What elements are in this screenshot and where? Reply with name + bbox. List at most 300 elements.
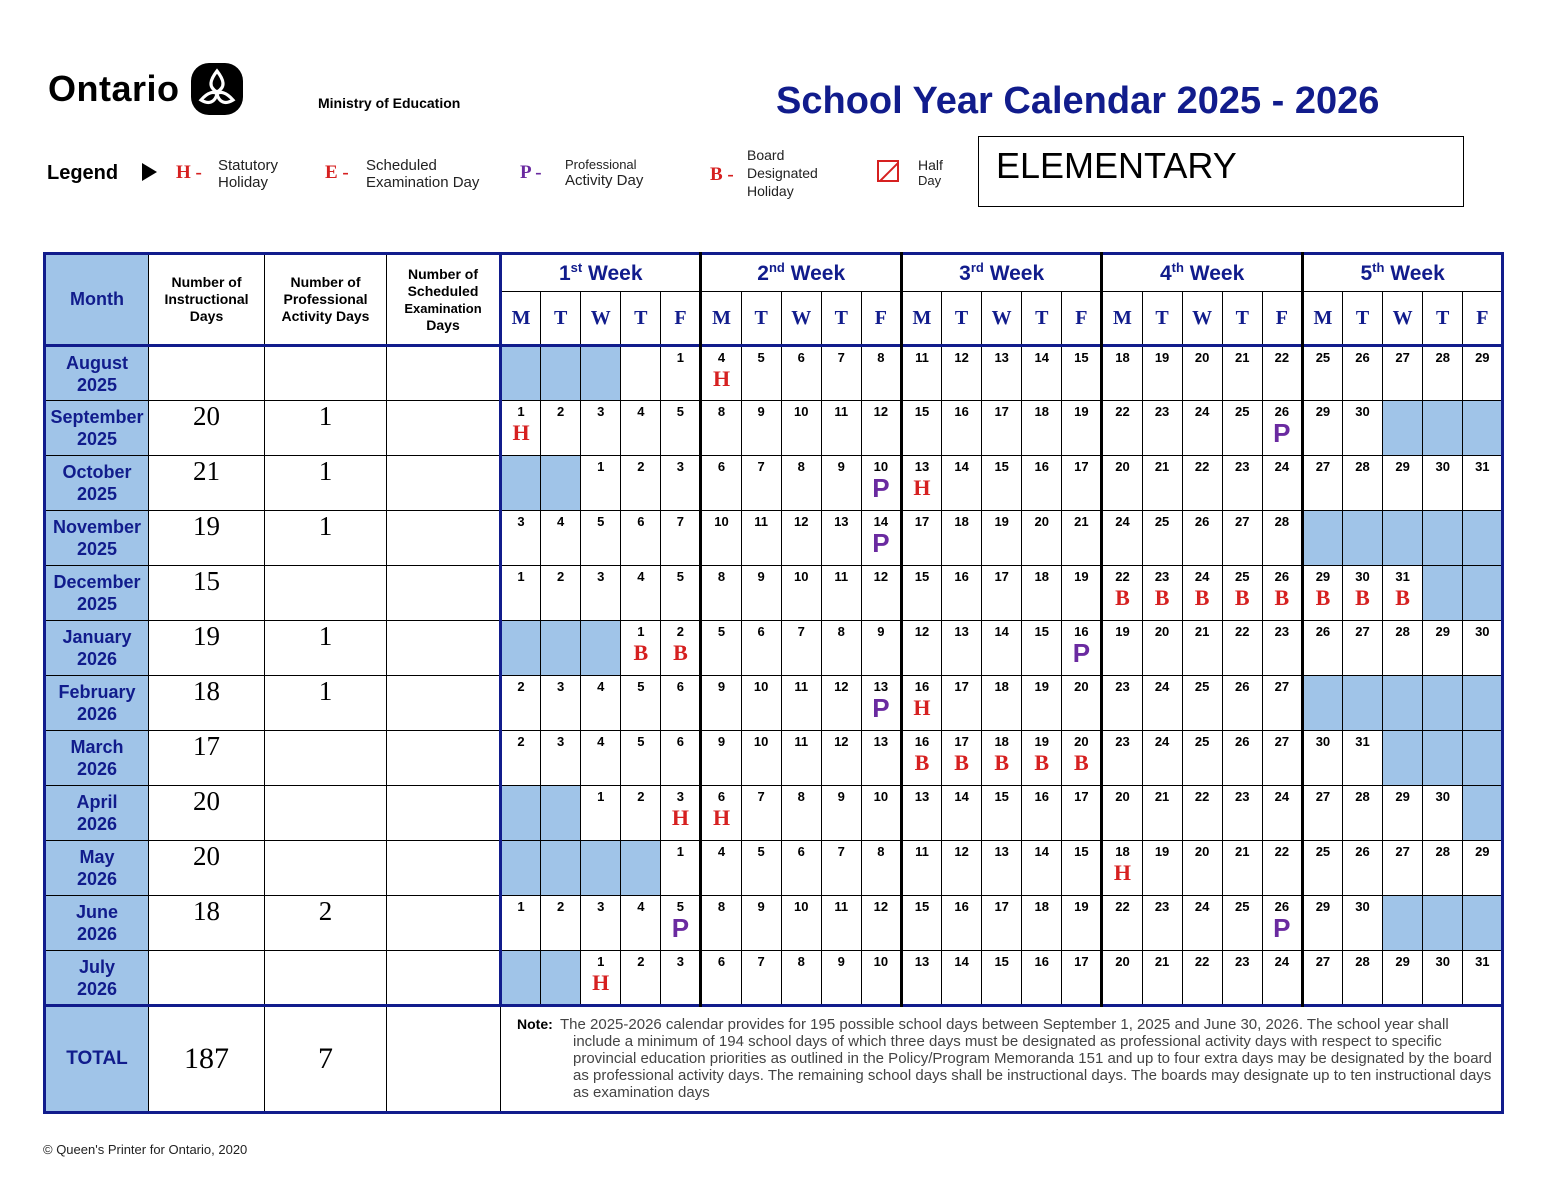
day-number: 24 — [1274, 954, 1290, 969]
day-number: 24 — [1274, 789, 1290, 804]
day-number: 17 — [1074, 789, 1089, 804]
day-cell — [661, 951, 701, 1006]
month-label: April 2026 — [45, 786, 149, 841]
day-number: 3 — [517, 514, 525, 529]
day-cell — [541, 566, 581, 621]
day-cell — [942, 456, 982, 511]
page-title: School Year Calendar 2025 - 2026 — [776, 80, 1380, 122]
day-code: H — [1113, 860, 1132, 885]
day-number: 4 — [597, 679, 605, 694]
no-day-cell — [1463, 731, 1503, 786]
day-number: 8 — [877, 844, 885, 859]
day-cell — [1383, 346, 1423, 401]
day-cell — [861, 896, 901, 951]
day-number: 6 — [717, 459, 726, 474]
exam-days-count — [387, 346, 501, 401]
legend-desc-p: Professional Activity Day — [565, 157, 644, 189]
no-day-cell — [1383, 731, 1423, 786]
day-cell — [861, 786, 901, 841]
day-number: 30 — [1435, 789, 1450, 804]
day-number: 26 — [1274, 899, 1290, 914]
day-number: 16 — [1034, 459, 1049, 474]
day-cell — [821, 841, 861, 896]
day-cell — [701, 346, 741, 401]
day-number: 20 — [1154, 624, 1170, 639]
day-cell — [1262, 456, 1302, 511]
day-cell — [581, 951, 621, 1006]
day-cell — [942, 896, 982, 951]
day-of-week-header: T — [1423, 292, 1463, 346]
exam-days-count — [387, 456, 501, 511]
day-number: 23 — [1235, 954, 1250, 969]
day-number: 13 — [914, 789, 930, 804]
no-day-cell — [1423, 566, 1463, 621]
day-number: 8 — [797, 789, 805, 804]
day-of-week-header: T — [741, 292, 781, 346]
day-number: 20 — [1074, 734, 1089, 749]
no-day-cell — [1302, 511, 1342, 566]
day-of-week-header: T — [942, 292, 982, 346]
day-number: 4 — [637, 899, 645, 914]
day-cell — [1262, 621, 1302, 676]
day-number: 29 — [1315, 899, 1331, 914]
day-number: 14 — [994, 624, 1009, 639]
day-code: B — [1074, 750, 1089, 775]
no-day-cell — [541, 621, 581, 676]
day-cell — [501, 676, 541, 731]
day-cell — [701, 951, 741, 1006]
day-number: 3 — [597, 569, 605, 584]
day-code: H — [592, 970, 610, 995]
exam-days-count — [387, 511, 501, 566]
day-number: 18 — [954, 514, 969, 529]
day-number: 14 — [1034, 844, 1049, 859]
day-number: 4 — [557, 514, 565, 529]
exam-days-count — [387, 841, 501, 896]
day-number: 26 — [1355, 844, 1370, 859]
day-number: 20 — [1115, 789, 1130, 804]
exam-days-header: Number of Scheduled Examination Days — [387, 254, 501, 346]
day-cell — [861, 951, 901, 1006]
no-day-cell — [1342, 676, 1382, 731]
day-number: 26 — [1274, 404, 1290, 419]
day-cell — [621, 951, 661, 1006]
day-cell — [1182, 511, 1222, 566]
day-number: 11 — [834, 899, 849, 914]
day-number: 21 — [1235, 350, 1250, 365]
day-cell — [901, 896, 941, 951]
day-of-week-header: F — [1262, 292, 1302, 346]
day-number: 24 — [1194, 899, 1210, 914]
no-day-cell — [501, 621, 541, 676]
day-cell — [781, 676, 821, 731]
no-day-cell — [581, 621, 621, 676]
day-cell — [861, 511, 901, 566]
day-cell — [861, 676, 901, 731]
instructional-days-count: 20 — [149, 841, 265, 896]
legend-desc-e: Scheduled Examination Day — [366, 157, 480, 191]
day-number: 3 — [597, 899, 605, 914]
day-number: 19 — [1074, 899, 1089, 914]
day-cell — [621, 621, 661, 676]
month-row — [45, 621, 1503, 676]
day-cell — [861, 731, 901, 786]
day-cell — [942, 566, 982, 621]
day-number: 5 — [637, 734, 645, 749]
calendar-table — [43, 252, 1504, 1114]
day-number: 22 — [1115, 899, 1130, 914]
day-number: 7 — [757, 789, 765, 804]
month-row — [45, 511, 1503, 566]
day-cell — [581, 511, 621, 566]
day-number: 27 — [1274, 679, 1290, 694]
day-cell — [1142, 841, 1182, 896]
no-day-cell — [541, 456, 581, 511]
day-number: 12 — [834, 679, 849, 694]
day-number: 27 — [1235, 514, 1250, 529]
professional-days-header: Number of Professional Activity Days — [265, 254, 387, 346]
week-2-header: 2nd Week — [701, 254, 901, 292]
day-number: 8 — [797, 459, 805, 474]
day-number: 13 — [954, 624, 969, 639]
day-number: 6 — [637, 514, 645, 529]
day-of-week-header: W — [982, 292, 1022, 346]
day-code: H — [712, 366, 731, 391]
day-cell — [1062, 621, 1102, 676]
day-code: B — [673, 640, 688, 665]
day-number: 1 — [676, 844, 685, 859]
day-cell — [1022, 676, 1062, 731]
day-cell — [781, 951, 821, 1006]
day-cell — [781, 731, 821, 786]
day-cell — [1142, 731, 1182, 786]
day-number: 8 — [837, 624, 845, 639]
day-cell — [1262, 511, 1302, 566]
day-number: 23 — [1154, 569, 1170, 584]
no-day-cell — [621, 841, 661, 896]
no-day-cell — [1423, 676, 1463, 731]
day-cell — [1102, 841, 1142, 896]
day-number: 18 — [1034, 569, 1049, 584]
day-number: 6 — [676, 734, 685, 749]
day-cell — [781, 456, 821, 511]
day-cell — [1423, 951, 1463, 1006]
day-number: 23 — [1235, 789, 1250, 804]
day-cell — [982, 676, 1022, 731]
day-number: 14 — [873, 514, 889, 529]
day-cell — [1142, 346, 1182, 401]
day-cell — [901, 621, 941, 676]
day-cell — [821, 566, 861, 621]
day-code: B — [1315, 585, 1331, 610]
exam-days-count — [387, 951, 501, 1006]
day-cell — [701, 676, 741, 731]
day-cell — [1182, 951, 1222, 1006]
day-cell — [741, 456, 781, 511]
day-number: 5 — [757, 844, 765, 859]
no-day-cell — [1383, 401, 1423, 456]
day-cell — [1022, 511, 1062, 566]
legend-code-e: E - — [325, 162, 349, 183]
day-number: 22 — [1194, 459, 1210, 474]
day-cell — [942, 731, 982, 786]
exam-days-count — [387, 676, 501, 731]
day-number: 4 — [637, 404, 645, 419]
day-code: B — [994, 750, 1010, 775]
day-number: 24 — [1274, 459, 1290, 474]
day-cell — [1262, 676, 1302, 731]
day-cell — [861, 841, 901, 896]
day-number: 10 — [793, 899, 809, 914]
day-number: 15 — [914, 899, 930, 914]
month-row — [45, 456, 1503, 511]
no-day-cell — [541, 841, 581, 896]
exam-days-count — [387, 731, 501, 786]
instructional-days-count: 20 — [149, 786, 265, 841]
day-number: 13 — [994, 350, 1009, 365]
day-cell — [581, 896, 621, 951]
day-number: 9 — [757, 404, 765, 419]
day-cell — [1062, 841, 1102, 896]
day-code: P — [1273, 913, 1291, 943]
copyright: © Queen's Printer for Ontario, 2020 — [43, 1142, 248, 1157]
day-cell — [581, 731, 621, 786]
ontario-logo — [48, 62, 244, 116]
day-cell — [1142, 786, 1182, 841]
day-of-week-header: W — [1383, 292, 1423, 346]
legend-code-h: H - — [176, 162, 202, 183]
day-number: 21 — [1235, 844, 1250, 859]
day-cell — [581, 786, 621, 841]
day-cell — [982, 346, 1022, 401]
no-day-cell — [501, 951, 541, 1006]
no-day-cell — [1423, 731, 1463, 786]
day-of-week-header: W — [781, 292, 821, 346]
month-label: July 2026 — [45, 951, 149, 1006]
day-cell — [661, 676, 701, 731]
no-day-cell — [1463, 896, 1503, 951]
month-column-header: Month — [45, 254, 149, 346]
day-cell — [741, 676, 781, 731]
day-cell — [1102, 786, 1142, 841]
day-cell — [901, 511, 941, 566]
day-cell — [1342, 401, 1382, 456]
day-number: 30 — [1315, 734, 1331, 749]
day-number: 2 — [517, 734, 525, 749]
day-number: 6 — [757, 624, 765, 639]
month-row — [45, 346, 1503, 401]
day-cell — [1262, 346, 1302, 401]
day-cell — [581, 401, 621, 456]
day-number: 15 — [1034, 624, 1049, 639]
day-cell — [942, 621, 982, 676]
day-number: 11 — [794, 734, 809, 749]
day-code: H — [712, 805, 731, 830]
day-cell — [1302, 841, 1342, 896]
day-cell — [741, 841, 781, 896]
day-cell — [741, 731, 781, 786]
day-number: 10 — [714, 514, 729, 529]
day-cell — [901, 951, 941, 1006]
day-cell — [1463, 456, 1503, 511]
exam-days-count — [387, 786, 501, 841]
day-number: 28 — [1435, 350, 1450, 365]
day-number: 16 — [914, 734, 930, 749]
day-number: 29 — [1395, 459, 1410, 474]
day-cell — [1423, 621, 1463, 676]
day-cell — [621, 676, 661, 731]
day-cell — [1262, 896, 1302, 951]
no-day-cell — [501, 346, 541, 401]
day-number: 26 — [1235, 679, 1250, 694]
day-code: P — [1072, 638, 1091, 668]
day-number: 7 — [757, 459, 765, 474]
day-cell — [821, 621, 861, 676]
day-number: 20 — [1074, 679, 1089, 694]
arrow-right-icon — [142, 163, 157, 181]
day-cell — [861, 456, 901, 511]
day-cell — [1182, 346, 1222, 401]
day-cell — [501, 511, 541, 566]
day-number: 11 — [834, 569, 849, 584]
day-cell — [861, 621, 901, 676]
day-cell — [701, 841, 741, 896]
day-cell — [1342, 786, 1382, 841]
day-number: 23 — [1274, 624, 1290, 639]
day-number: 29 — [1435, 624, 1450, 639]
day-number: 24 — [1154, 679, 1170, 694]
day-number: 16 — [954, 404, 969, 419]
day-cell — [1262, 731, 1302, 786]
day-cell — [581, 566, 621, 621]
day-number: 29 — [1315, 404, 1331, 419]
day-number: 18 — [1034, 404, 1049, 419]
day-cell — [661, 566, 701, 621]
day-cell — [821, 731, 861, 786]
day-cell — [1423, 456, 1463, 511]
day-code: B — [633, 640, 649, 665]
day-number: 14 — [954, 954, 969, 969]
day-cell — [741, 566, 781, 621]
day-number: 25 — [1194, 679, 1210, 694]
day-number: 2 — [637, 954, 645, 969]
day-cell — [942, 786, 982, 841]
day-code: P — [671, 913, 690, 943]
day-number: 25 — [1235, 569, 1250, 584]
month-row — [45, 786, 1503, 841]
day-number: 9 — [837, 954, 845, 969]
day-cell — [982, 786, 1022, 841]
day-number: 17 — [954, 734, 969, 749]
no-day-cell — [1463, 676, 1503, 731]
day-number: 8 — [877, 350, 885, 365]
day-of-week-header: T — [1222, 292, 1262, 346]
day-cell — [1022, 401, 1062, 456]
day-number: 9 — [717, 679, 726, 694]
day-number: 26 — [1315, 624, 1331, 639]
day-number: 16 — [914, 679, 930, 694]
day-number: 1 — [597, 789, 605, 804]
no-day-cell — [501, 841, 541, 896]
day-cell — [621, 896, 661, 951]
day-cell — [621, 511, 661, 566]
day-cell — [821, 896, 861, 951]
day-cell — [781, 401, 821, 456]
day-cell — [901, 346, 941, 401]
day-cell — [821, 786, 861, 841]
day-cell — [741, 951, 781, 1006]
day-code: H — [913, 695, 931, 720]
day-cell — [1022, 346, 1062, 401]
day-number: 16 — [1034, 789, 1049, 804]
day-cell — [1102, 621, 1142, 676]
day-cell — [942, 841, 982, 896]
day-of-week-header: T — [1142, 292, 1182, 346]
day-cell — [1062, 456, 1102, 511]
day-number: 18 — [994, 679, 1009, 694]
day-cell — [701, 786, 741, 841]
month-label: December 2025 — [45, 566, 149, 621]
day-code: P — [1273, 418, 1291, 448]
day-number: 18 — [1115, 350, 1130, 365]
day-cell — [1022, 456, 1062, 511]
day-of-week-header: W — [1182, 292, 1222, 346]
calendar-note — [517, 1016, 1497, 1101]
day-cell — [1262, 786, 1302, 841]
day-cell — [781, 786, 821, 841]
no-day-cell — [541, 786, 581, 841]
day-number: 2 — [517, 679, 525, 694]
day-number: 1 — [637, 624, 645, 639]
day-cell — [1142, 896, 1182, 951]
day-number: 11 — [834, 404, 849, 419]
no-day-cell — [1383, 896, 1423, 951]
day-number: 13 — [873, 734, 889, 749]
month-label: November 2025 — [45, 511, 149, 566]
month-label: September 2025 — [45, 401, 149, 456]
day-number: 1 — [517, 899, 525, 914]
day-number: 16 — [954, 899, 969, 914]
day-number: 27 — [1274, 734, 1290, 749]
no-day-cell — [1463, 566, 1503, 621]
day-number: 15 — [1074, 844, 1089, 859]
day-cell — [1302, 896, 1342, 951]
day-code: P — [872, 473, 890, 503]
day-number: 28 — [1274, 514, 1290, 529]
instructional-days-count: 19 — [149, 511, 265, 566]
professional-days-count: 1 — [265, 456, 387, 511]
day-cell — [1342, 566, 1382, 621]
instructional-days-header: Number of Instructional Days — [149, 254, 265, 346]
day-cell — [1142, 511, 1182, 566]
day-cell — [661, 896, 701, 951]
day-number: 13 — [914, 459, 930, 474]
day-number: 2 — [676, 624, 685, 639]
day-number: 9 — [837, 459, 845, 474]
instructional-days-count — [149, 346, 265, 401]
day-number: 12 — [834, 734, 849, 749]
day-cell — [1102, 951, 1142, 1006]
day-number: 15 — [914, 404, 930, 419]
day-number: 28 — [1355, 954, 1370, 969]
day-cell — [861, 401, 901, 456]
day-number: 17 — [954, 679, 969, 694]
day-number: 25 — [1315, 350, 1331, 365]
week-4-header: 4th Week — [1102, 254, 1302, 292]
day-number: 31 — [1355, 734, 1370, 749]
day-number: 22 — [1274, 350, 1290, 365]
note-label: Note: — [517, 1016, 553, 1032]
